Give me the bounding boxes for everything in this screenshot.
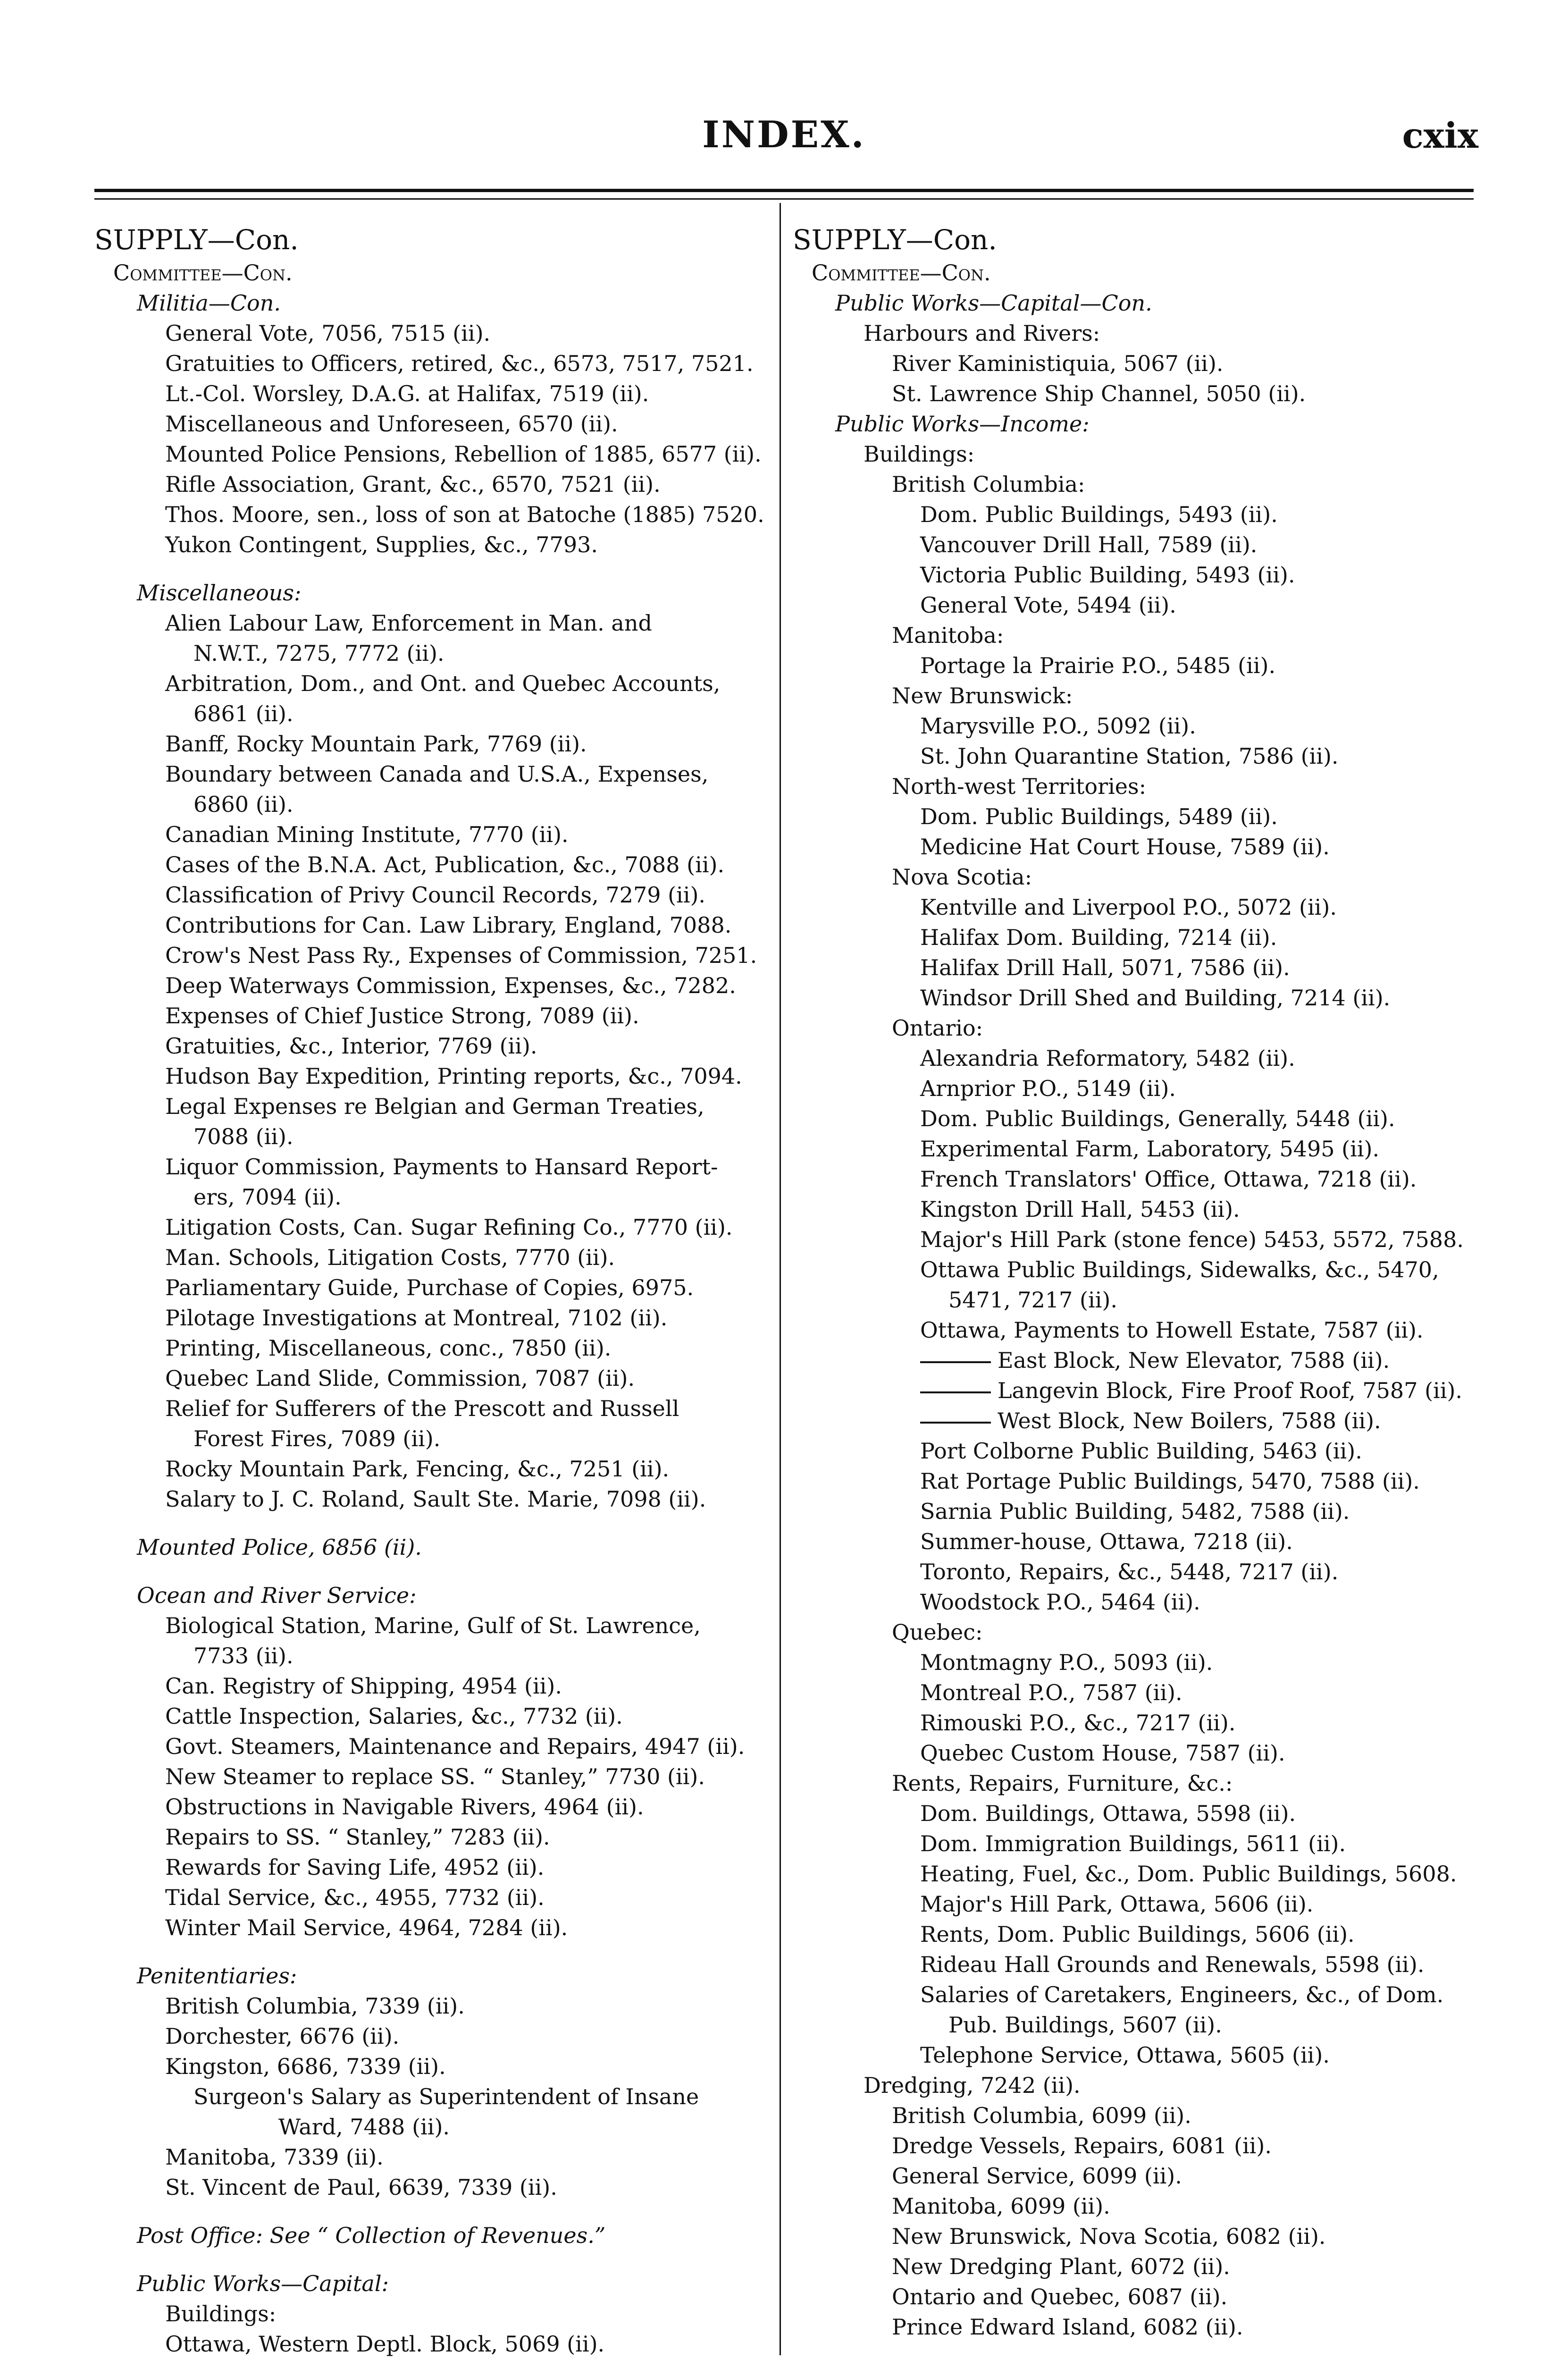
- index-entry-text: Banff, Rocky Mountain Park, 7769 (ii).: [165, 731, 587, 757]
- index-entry: [94, 970, 793, 1001]
- index-entry-text: British Columbia, 6099 (ii).: [892, 2103, 1191, 2128]
- index-entry-text: Ontario and Quebec, 6087 (ii).: [892, 2284, 1228, 2309]
- index-entry-text: Quebec Land Slide, Commission, 7087 (ii).: [165, 1365, 635, 1391]
- index-entry-text: Dom. Public Buildings, 5493 (ii).: [920, 502, 1278, 527]
- index-entry: [94, 348, 793, 379]
- index-entry-text: Miscellaneous and Unforeseen, 6570 (ii).: [165, 411, 618, 437]
- index-entry: [793, 2100, 1477, 2131]
- index-entry: [94, 379, 793, 409]
- index-entry-text: Manitoba, 7339 (ii).: [165, 2144, 384, 2170]
- index-entry-text: Summer-house, Ottawa, 7218 (ii).: [920, 1529, 1293, 1554]
- index-entry: [793, 560, 1477, 590]
- index-entry-text: Experimental Farm, Laboratory, 5495 (ii).: [920, 1136, 1380, 1162]
- index-entry-text: Obstructions in Navigable Rivers, 4964 (ii).: [165, 1794, 644, 1820]
- index-entry-text: Man. Schools, Litigation Costs, 7770 (ii).: [165, 1245, 615, 1270]
- index-entry: [793, 379, 1477, 409]
- index-entry: [793, 1285, 1477, 1315]
- index-entry-text: Salaries of Caretakers, Engineers, &c., of Dom.: [920, 1982, 1444, 2007]
- index-entry-text: Rents, Dom. Public Buildings, 5606 (ii).: [920, 1922, 1355, 1947]
- index-entry: [94, 1610, 793, 1641]
- index-entry-text: General Service, 6099 (ii).: [892, 2163, 1182, 2189]
- index-entry-text: Rifle Association, Grant, &c., 6570, 7521 (ii).: [165, 472, 661, 497]
- index-entry: [94, 1363, 793, 1393]
- ditto-dash: [920, 1361, 991, 1363]
- index-entry-text: New Brunswick:: [892, 683, 1073, 708]
- index-entry-text: 6861 (ii).: [193, 701, 293, 726]
- index-entry-text: Woodstock P.O., 5464 (ii).: [920, 1589, 1200, 1615]
- right-column: [793, 222, 1477, 2342]
- index-entry: [793, 1557, 1477, 1587]
- index-entry: [94, 1671, 793, 1701]
- index-entry: [94, 2142, 793, 2172]
- index-entry: [94, 1641, 793, 1671]
- page-number: cxix: [1402, 116, 1478, 156]
- index-entry: [793, 1406, 1477, 1436]
- index-entry-text: Biological Station, Marine, Gulf of St. Lawrence,: [165, 1613, 701, 1638]
- index-entry: [94, 2021, 793, 2051]
- ditto-dash: [920, 1422, 991, 1424]
- index-entry: [793, 2040, 1477, 2070]
- index-entry: [793, 741, 1477, 771]
- index-entry: [94, 1182, 793, 1212]
- index-entry: [94, 318, 793, 348]
- index-entry-text: Thos. Moore, sen., loss of son at Batoche (1885) 7520.: [165, 502, 764, 527]
- index-entry-text: Committee—Con.: [113, 260, 293, 286]
- index-entry: [94, 1091, 793, 1121]
- index-entry: [793, 1496, 1477, 1526]
- index-entry: [94, 910, 793, 940]
- index-entry-text: Public Works—Capital:: [137, 2271, 389, 2296]
- page-title: INDEX.: [702, 113, 866, 156]
- index-entry: [793, 801, 1477, 832]
- index-entry-text: Halifax Drill Hall, 5071, 7586 (ii).: [920, 955, 1290, 980]
- index-entry-text: Dom. Public Buildings, 5489 (ii).: [920, 804, 1278, 829]
- index-entry: [793, 469, 1477, 499]
- index-entry-text: Lt.-Col. Worsley, D.A.G. at Halifax, 7519 (ii).: [165, 381, 649, 406]
- index-entry: [793, 288, 1477, 318]
- index-entry-text: Langevin Block, Fire Proof Roof, 7587 (ii).: [998, 1378, 1463, 1403]
- index-entry: [94, 729, 793, 759]
- index-entry-text: Quebec Custom House, 7587 (ii).: [920, 1740, 1285, 1766]
- index-entry-text: Manitoba:: [892, 623, 1004, 648]
- index-entry-text: East Block, New Elevator, 7588 (ii).: [998, 1348, 1390, 1373]
- index-entry: [793, 1345, 1477, 1375]
- index-entry: [94, 1424, 793, 1454]
- index-entry-text: Penitentiaries:: [137, 1963, 297, 1989]
- index-entry-text: N.W.T., 7275, 7772 (ii).: [193, 641, 444, 666]
- index-entry: [793, 530, 1477, 560]
- index-entry: [793, 1919, 1477, 1949]
- index-entry-text: Buildings:: [864, 441, 975, 467]
- index-entry: [793, 2221, 1477, 2251]
- index-entry-text: 5471, 7217 (ii).: [948, 1287, 1117, 1313]
- index-entry-text: Vancouver Drill Hall, 7589 (ii).: [920, 532, 1258, 557]
- index-entry-text: Mounted Police Pensions, Rebellion of 1885, 6577 (ii).: [165, 441, 762, 467]
- index-entry-text: Boundary between Canada and U.S.A., Expenses,: [165, 761, 709, 787]
- index-entry: [94, 1731, 793, 1762]
- index-entry: [94, 1532, 793, 1562]
- index-entry-text: Repairs to SS. “ Stanley,” 7283 (ii).: [165, 1824, 550, 1850]
- index-entry: [793, 2312, 1477, 2342]
- index-entry: [94, 1242, 793, 1273]
- index-entry: [94, 469, 793, 499]
- index-entry-text: Dorchester, 6676 (ii).: [165, 2023, 400, 2049]
- index-entry-text: Rewards for Saving Life, 4952 (ii).: [165, 1854, 545, 1880]
- index-entry-text: Toronto, Repairs, &c., 5448, 7217 (ii).: [920, 1559, 1339, 1585]
- index-entry-text: Rocky Mountain Park, Fencing, &c., 7251 (ii).: [165, 1456, 670, 1482]
- index-entry-text: French Translators' Office, Ottawa, 7218 (ii).: [920, 1166, 1417, 1192]
- index-entry: [793, 620, 1477, 650]
- index-entry-text: Heating, Fuel, &c., Dom. Public Buildings, 5608.: [920, 1861, 1457, 1887]
- index-entry: [94, 2299, 793, 2329]
- index-entry: [94, 2172, 793, 2202]
- index-entry: [94, 2268, 793, 2299]
- index-entry: [94, 1001, 793, 1031]
- index-entry: [793, 258, 1477, 288]
- index-entry: [793, 2191, 1477, 2221]
- index-entry: [94, 409, 793, 439]
- index-entry-text: Forest Fires, 7089 (ii).: [193, 1426, 441, 1451]
- index-entry-text: Major's Hill Park, Ottawa, 5606 (ii).: [920, 1891, 1314, 1917]
- index-entry-text: 6860 (ii).: [193, 792, 293, 817]
- index-entry: [793, 499, 1477, 530]
- index-entry-text: St. John Quarantine Station, 7586 (ii).: [920, 743, 1339, 769]
- index-entry-text: Tidal Service, &c., 4955, 7732 (ii).: [165, 1885, 545, 1910]
- index-entry: [94, 499, 793, 530]
- index-entry-text: Kingston Drill Hall, 5453 (ii).: [920, 1197, 1240, 1222]
- index-entry-text: Rat Portage Public Buildings, 5470, 7588 (ii).: [920, 1468, 1420, 1494]
- index-entry: [793, 1859, 1477, 1889]
- index-entry-text: New Dredging Plant, 6072 (ii).: [892, 2254, 1230, 2279]
- index-entry-text: Mounted Police, 6856 (ii).: [137, 1534, 422, 1560]
- index-entry-text: Gratuities to Officers, retired, &c., 6573, 7517, 7521.: [165, 351, 754, 376]
- index-entry: [94, 1333, 793, 1363]
- index-entry: [94, 578, 793, 608]
- index-entry: [793, 1587, 1477, 1617]
- index-entry-text: Parliamentary Guide, Purchase of Copies, 6975.: [165, 1275, 694, 1300]
- index-entry-text: Surgeon's Salary as Superintendent of Insane: [193, 2084, 699, 2109]
- index-entry-text: Dom. Public Buildings, Generally, 5448 (ii).: [920, 1106, 1395, 1131]
- index-entry-text: British Columbia:: [892, 472, 1085, 497]
- index-entry-text: General Vote, 7056, 7515 (ii).: [165, 320, 491, 346]
- index-entry: [94, 1273, 793, 1303]
- index-entry-text: Prince Edward Island, 6082 (ii).: [892, 2314, 1243, 2340]
- index-entry: [793, 892, 1477, 922]
- index-entry: [94, 638, 793, 668]
- index-entry: [793, 1255, 1477, 1285]
- index-entry: [793, 1677, 1477, 1708]
- index-entry: [94, 789, 793, 819]
- index-entry: [793, 1738, 1477, 1768]
- index-entry: [793, 2282, 1477, 2312]
- index-entry-text: Canadian Mining Institute, 7770 (ii).: [165, 822, 569, 847]
- index-entry-text: Ottawa, Payments to Howell Estate, 7587 (ii).: [920, 1317, 1424, 1343]
- index-entry-text: 7733 (ii).: [193, 1643, 293, 1669]
- index-entry-text: Buildings:: [165, 2301, 277, 2326]
- index-entry: [793, 1617, 1477, 1647]
- index-entry: [793, 1013, 1477, 1043]
- index-entry-text: Dredging, 7242 (ii).: [864, 2073, 1081, 2098]
- index-entry: [94, 2112, 793, 2142]
- index-entry: [94, 850, 793, 880]
- index-entry-text: Rideau Hall Grounds and Renewals, 5598 (ii).: [920, 1952, 1425, 1977]
- index-entry-text: ers, 7094 (ii).: [193, 1184, 342, 1210]
- index-entry: [793, 771, 1477, 801]
- index-entry-text: Windsor Drill Shed and Building, 7214 (ii).: [920, 985, 1391, 1011]
- index-entry-text: Gratuities, &c., Interior, 7769 (ii).: [165, 1033, 537, 1059]
- index-entry: [793, 1829, 1477, 1859]
- index-entry-text: Medicine Hat Court House, 7589 (ii).: [920, 834, 1330, 860]
- index-entry: [94, 819, 793, 850]
- index-entry-text: Manitoba, 6099 (ii).: [892, 2193, 1110, 2219]
- index-entry-text: Harbours and Rivers:: [864, 320, 1100, 346]
- index-entry: [94, 439, 793, 469]
- index-entry-text: SUPPLY—Con.: [94, 224, 299, 256]
- index-entry: [94, 530, 793, 560]
- index-entry: [793, 1708, 1477, 1738]
- index-entry: [793, 2010, 1477, 2040]
- index-entry-text: River Kaministiquia, 5067 (ii).: [892, 351, 1224, 376]
- index-entry: [793, 681, 1477, 711]
- left-column: [94, 222, 793, 2359]
- index-entry-text: Yukon Contingent, Supplies, &c., 7793.: [165, 532, 598, 557]
- index-entry: [793, 1526, 1477, 1557]
- index-entry: [793, 1375, 1477, 1406]
- index-entry: [94, 699, 793, 729]
- index-entry: [94, 2220, 793, 2250]
- index-entry: [94, 1393, 793, 1424]
- index-entry-text: Ottawa, Western Deptl. Block, 5069 (ii).: [165, 2331, 605, 2357]
- index-entry-text: Cattle Inspection, Salaries, &c., 7732 (ii).: [165, 1703, 623, 1729]
- index-entry-text: Halifax Dom. Building, 7214 (ii).: [920, 925, 1277, 950]
- index-entry-text: Public Works—Capital—Con.: [835, 290, 1152, 316]
- index-entry-text: Salary to J. C. Roland, Sault Ste. Marie, 7098 (ii).: [165, 1486, 706, 1512]
- index-entry-text: Miscellaneous:: [137, 580, 302, 606]
- index-entry-text: Rimouski P.O., &c., 7217 (ii).: [920, 1710, 1236, 1736]
- index-entry-text: Printing, Miscellaneous, conc., 7850 (ii).: [165, 1335, 612, 1361]
- index-entry: [94, 1121, 793, 1152]
- index-entry: [793, 2161, 1477, 2191]
- index-entry: [793, 1466, 1477, 1496]
- index-entry-text: Relief for Sufferers of the Prescott and Russell: [165, 1396, 679, 1421]
- index-entry-text: Portage la Prairie P.O., 5485 (ii).: [920, 653, 1276, 678]
- index-entry: [94, 1762, 793, 1792]
- index-entry-text: Legal Expenses re Belgian and German Treaties,: [165, 1094, 704, 1119]
- index-entry: [94, 1212, 793, 1242]
- index-entry-text: Post Office: See “ Collection of Revenues.”: [137, 2223, 606, 2248]
- index-entry: [793, 1436, 1477, 1466]
- index-entry-text: Quebec:: [892, 1619, 983, 1645]
- index-entry-text: Ocean and River Service:: [137, 1583, 417, 1608]
- index-entry-text: Winter Mail Service, 4964, 7284 (ii).: [165, 1915, 568, 1940]
- index-entry-text: Marysville P.O., 5092 (ii).: [920, 713, 1196, 739]
- index-entry: [94, 880, 793, 910]
- header-rule-thick: [94, 189, 1474, 192]
- ditto-dash: [920, 1391, 991, 1393]
- index-entry-text: Dredge Vessels, Repairs, 6081 (ii).: [892, 2133, 1272, 2158]
- index-entry: [793, 832, 1477, 862]
- index-entry-text: Liquor Commission, Payments to Hansard Report-: [165, 1154, 718, 1180]
- index-entry: [94, 1152, 793, 1182]
- index-entry: [793, 952, 1477, 983]
- index-entry: [793, 1647, 1477, 1677]
- index-entry: [94, 1701, 793, 1731]
- index-entry: [793, 1889, 1477, 1919]
- index-entry: [94, 1031, 793, 1061]
- index-entry-text: British Columbia, 7339 (ii).: [165, 1993, 465, 2019]
- index-entry: [793, 348, 1477, 379]
- index-entry: [793, 2251, 1477, 2282]
- index-entry: [94, 1882, 793, 1913]
- index-entry: [94, 1303, 793, 1333]
- index-entry-text: Pub. Buildings, 5607 (ii).: [948, 2012, 1222, 2038]
- index-entry-text: Public Works—Income:: [835, 411, 1090, 437]
- index-entry-text: Litigation Costs, Can. Sugar Refining Co., 7770 (ii).: [165, 1214, 733, 1240]
- index-entry-text: Govt. Steamers, Maintenance and Repairs, 4947 (ii).: [165, 1734, 745, 1759]
- index-entry: [94, 2329, 793, 2359]
- index-entry-text: Kentville and Liverpool P.O., 5072 (ii).: [920, 894, 1337, 920]
- index-entry-text: Telephone Service, Ottawa, 5605 (ii).: [920, 2042, 1330, 2068]
- index-entry: [793, 1073, 1477, 1104]
- index-entry: [793, 1164, 1477, 1194]
- index-entry: [793, 711, 1477, 741]
- index-entry-text: Major's Hill Park (stone fence) 5453, 5572, 7588.: [920, 1227, 1464, 1252]
- index-entry: [793, 409, 1477, 439]
- index-entry: [793, 1768, 1477, 1798]
- index-entry-text: New Steamer to replace SS. “ Stanley,” 7730 (ii).: [165, 1764, 705, 1789]
- index-entry-text: Kingston, 6686, 7339 (ii).: [165, 2054, 446, 2079]
- index-entry: [94, 258, 793, 288]
- index-entry-text: Alexandria Reformatory, 5482 (ii).: [920, 1045, 1295, 1071]
- index-entry-text: Expenses of Chief Justice Strong, 7089 (ii).: [165, 1003, 639, 1028]
- index-entry: [793, 1224, 1477, 1255]
- index-entry: [793, 1194, 1477, 1224]
- index-entry-text: Cases of the B.N.A. Act, Publication, &c., 7088 (ii).: [165, 852, 725, 877]
- index-entry-text: 7088 (ii).: [193, 1124, 293, 1149]
- index-entry: [94, 608, 793, 638]
- index-entry: [94, 1961, 793, 1991]
- index-entry: [793, 1949, 1477, 1980]
- index-entry-text: Sarnia Public Building, 5482, 7588 (ii).: [920, 1499, 1350, 1524]
- index-entry-text: Deep Waterways Commission, Expenses, &c., 7282.: [165, 973, 736, 998]
- index-entry: [793, 983, 1477, 1013]
- index-entry: [793, 1104, 1477, 1134]
- index-entry: [94, 1913, 793, 1943]
- index-entry: [793, 2131, 1477, 2161]
- index-entry: [94, 759, 793, 789]
- index-entry: [94, 1454, 793, 1484]
- index-entry-text: North-west Territories:: [892, 774, 1147, 799]
- index-entry: [793, 439, 1477, 469]
- index-entry: [94, 940, 793, 970]
- index-entry-text: New Brunswick, Nova Scotia, 6082 (ii).: [892, 2224, 1326, 2249]
- index-entry: [94, 1792, 793, 1822]
- index-entry: [94, 668, 793, 699]
- index-entry: [793, 650, 1477, 681]
- index-entry-text: Arnprior P.O., 5149 (ii).: [920, 1076, 1176, 1101]
- index-entry-text: SUPPLY—Con.: [793, 224, 997, 256]
- index-entry-text: Ward, 7488 (ii).: [278, 2114, 450, 2140]
- index-entry: [94, 1580, 793, 1610]
- index-entry-text: St. Vincent de Paul, 6639, 7339 (ii).: [165, 2175, 557, 2200]
- index-entry-text: Alien Labour Law, Enforcement in Man. and: [165, 610, 652, 636]
- index-entry-text: Arbitration, Dom., and Ont. and Quebec Accounts,: [165, 671, 721, 696]
- index-entry: [793, 222, 1477, 258]
- index-entry-text: Militia—Con.: [137, 290, 281, 316]
- index-entry: [793, 1798, 1477, 1829]
- index-entry-text: Victoria Public Building, 5493 (ii).: [920, 562, 1295, 588]
- index-entry-text: Dom. Immigration Buildings, 5611 (ii).: [920, 1831, 1346, 1856]
- index-entry-text: Montreal P.O., 7587 (ii).: [920, 1680, 1182, 1705]
- index-entry-text: Rents, Repairs, Furniture, &c.:: [892, 1770, 1233, 1796]
- index-entry: [94, 2051, 793, 2082]
- index-entry: [793, 2070, 1477, 2100]
- index-entry-text: Classification of Privy Council Records, 7279 (ii).: [165, 882, 706, 908]
- index-entry-text: Port Colborne Public Building, 5463 (ii).: [920, 1438, 1362, 1464]
- index-entry: [94, 288, 793, 318]
- index-entry-text: Crow's Nest Pass Ry., Expenses of Commission, 7251.: [165, 943, 757, 968]
- index-entry: [793, 318, 1477, 348]
- index-entry: [793, 1980, 1477, 2010]
- index-entry: [793, 1043, 1477, 1073]
- index-entry-text: Nova Scotia:: [892, 864, 1032, 890]
- header-rule-thin: [94, 198, 1474, 200]
- index-entry-text: Can. Registry of Shipping, 4954 (ii).: [165, 1673, 562, 1699]
- index-entry-text: Hudson Bay Expedition, Printing reports, &c., 7094.: [165, 1063, 742, 1089]
- index-entry: [793, 590, 1477, 620]
- index-entry: [94, 2082, 793, 2112]
- index-entry-text: Committee—Con.: [812, 260, 991, 286]
- index-entry-text: Ottawa Public Buildings, Sidewalks, &c., 5470,: [920, 1257, 1439, 1282]
- index-entry: [793, 862, 1477, 892]
- index-entry-text: Montmagny P.O., 5093 (ii).: [920, 1650, 1213, 1675]
- index-entry: [94, 1852, 793, 1882]
- index-entry: [793, 1315, 1477, 1345]
- index-entry-text: General Vote, 5494 (ii).: [920, 592, 1176, 618]
- index-entry: [94, 1484, 793, 1514]
- index-entry: [94, 1061, 793, 1091]
- index-entry: [94, 1991, 793, 2021]
- index-entry-text: Dom. Buildings, Ottawa, 5598 (ii).: [920, 1801, 1296, 1826]
- index-entry: [793, 922, 1477, 952]
- index-entry-text: Ontario:: [892, 1015, 983, 1041]
- index-entry-text: Pilotage Investigations at Montreal, 7102 (ii).: [165, 1305, 668, 1331]
- index-entry-text: West Block, New Boilers, 7588 (ii).: [998, 1408, 1381, 1433]
- index-entry: [94, 222, 793, 258]
- index-entry-text: St. Lawrence Ship Channel, 5050 (ii).: [892, 381, 1306, 406]
- index-entry: [793, 1134, 1477, 1164]
- index-entry: [94, 1822, 793, 1852]
- index-entry-text: Contributions for Can. Law Library, England, 7088.: [165, 912, 732, 938]
